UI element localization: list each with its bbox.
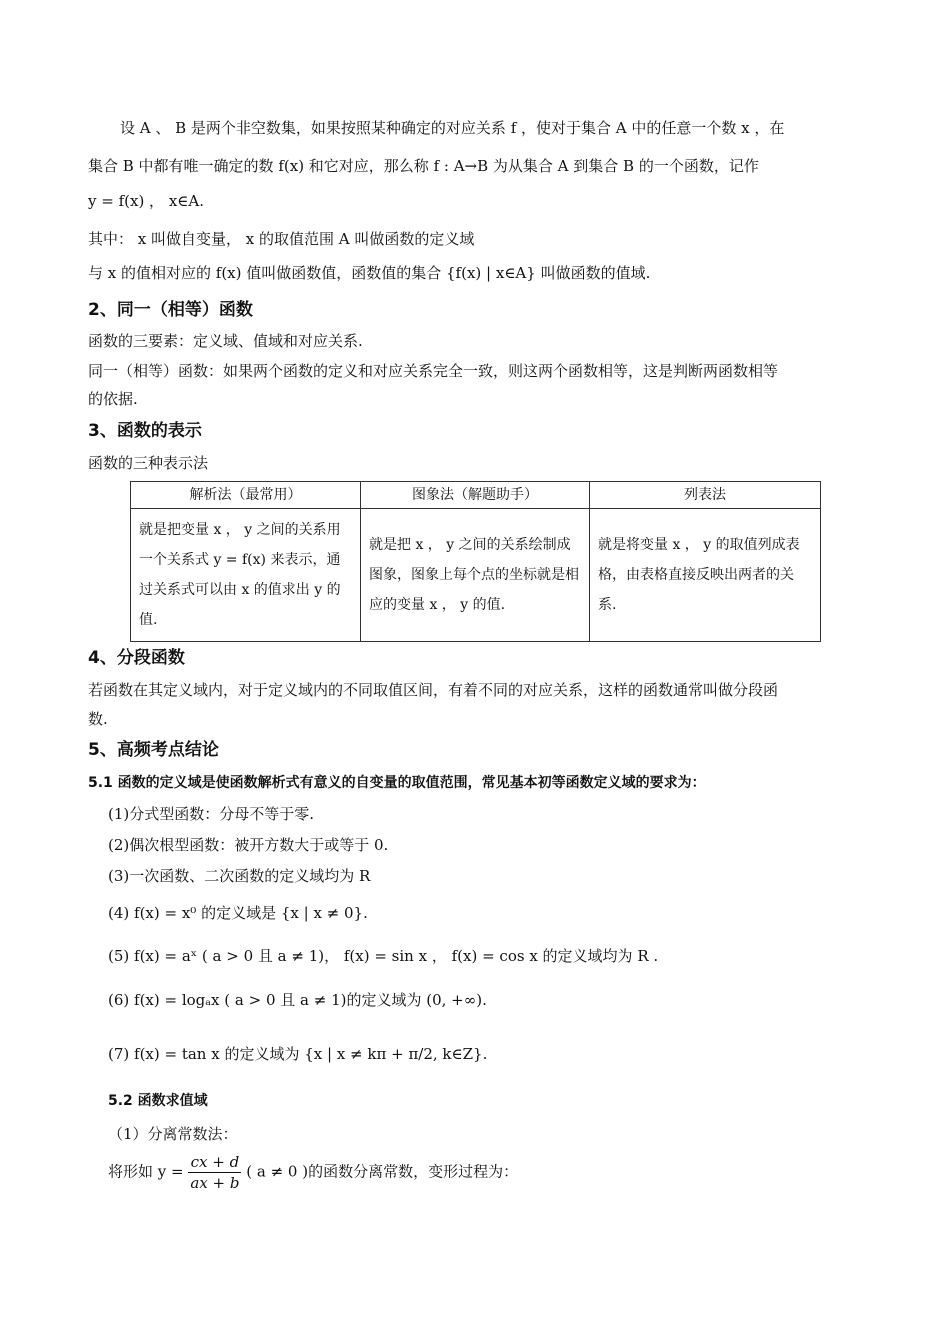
list-item: (1)分式型函数：分母不等于零. [108,805,315,823]
section-2-p1: 函数的三要素：定义域、值域和对应关系. [88,332,363,350]
intro-line-3: y = f(x) ， x∈A. [88,192,204,210]
list-item: (3)一次函数、二次函数的定义域均为 R [108,867,371,885]
list-item: (2)偶次根型函数：被开方数大于或等于 0. [108,836,389,854]
list-item: (4) f(x) = x⁰ 的定义域是 {x | x ≠ 0}. [108,904,368,922]
table-header-list: 列表法 [590,482,821,509]
table-header-graph: 图象法（解题助手） [361,482,590,509]
table-row [131,509,821,642]
intro-line-4: 其中： x 叫做自变量， x 的取值范围 A 叫做函数的定义域 [88,230,475,248]
method-1-label: （1）分离常数法： [108,1125,238,1143]
table-cell-analytic: 就是把变量 x ， y 之间的关系用一个关系式 y = f(x) 来表示，通过关系式可以由 x 的值求出 y 的值. [131,509,361,642]
section-4-p-line1: 若函数在其定义域内，对于定义域内的不同取值区间，有着不同的对应关系，这样的函数通常叫做分段函 [88,681,779,699]
intro-line-1: 设 A 、 B 是两个非空数集，如果按照某种确定的对应关系 f ，使对于集合 A 中的任意一个数 x ，在 [120,119,785,137]
section-5-heading: 5、高频考点结论 [88,740,219,760]
fraction-denominator: ax + b [190,1174,240,1192]
section-2-heading: 2、同一（相等）函数 [88,300,253,320]
section-2-p2-line2: 的依据. [88,390,138,408]
section-5-1-heading: 5.1 函数的定义域是使函数解析式有意义的自变量的取值范围，常见基本初等函数定义域的要求为： [88,775,706,791]
representation-table [130,481,821,642]
fraction-numerator: cx + d [188,1152,241,1173]
section-3-heading: 3、函数的表示 [88,421,202,441]
table-header-analytic: 解析法（最常用） [131,482,361,509]
fraction [188,1152,241,1193]
section-4-heading: 4、分段函数 [88,648,185,668]
section-4-p-line2: 数. [88,710,108,728]
intro-line-2: 集合 B 中都有唯一确定的数 f(x) 和它对应，那么称 f : A→B 为从集合 A 到集合 B 的一个函数，记作 [88,157,759,175]
list-item: (6) f(x) = logₐx ( a > 0 且 a ≠ 1)的定义域为 (0, +∞). [108,991,487,1009]
fraction-prefix: 将形如 y = [108,1162,184,1181]
fraction-formula-line [108,1152,518,1193]
table-cell-list: 就是将变量 x ， y 的取值列成表格，由表格直接反映出两者的关系. [590,509,821,642]
section-5-2-heading: 5.2 函数求值域 [108,1093,208,1109]
list-item: (5) f(x) = aˣ ( a > 0 且 a ≠ 1)， f(x) = sin x ， f(x) = cos x 的定义域均为 R . [108,947,659,965]
intro-line-5: 与 x 的值相对应的 f(x) 值叫做函数值，函数值的集合 {f(x) | x∈A} 叫做函数的值域. [88,264,651,282]
section-3-subtitle: 函数的三种表示法 [88,454,209,472]
section-2-p2-line1: 同一（相等）函数：如果两个函数的定义和对应关系完全一致，则这两个函数相等，这是判断两函数相等 [88,362,779,380]
table-header-row [131,482,821,509]
list-item: (7) f(x) = tan x 的定义域为 {x | x ≠ kπ + π/2, k∈Z}. [108,1045,488,1063]
fraction-suffix: ( a ≠ 0 )的函数分离常数，变形过程为： [246,1162,519,1181]
table-cell-graph: 就是把 x ， y 之间的关系绘制成图象，图象上每个点的坐标就是相应的变量 x ， y 的值. [361,509,590,642]
